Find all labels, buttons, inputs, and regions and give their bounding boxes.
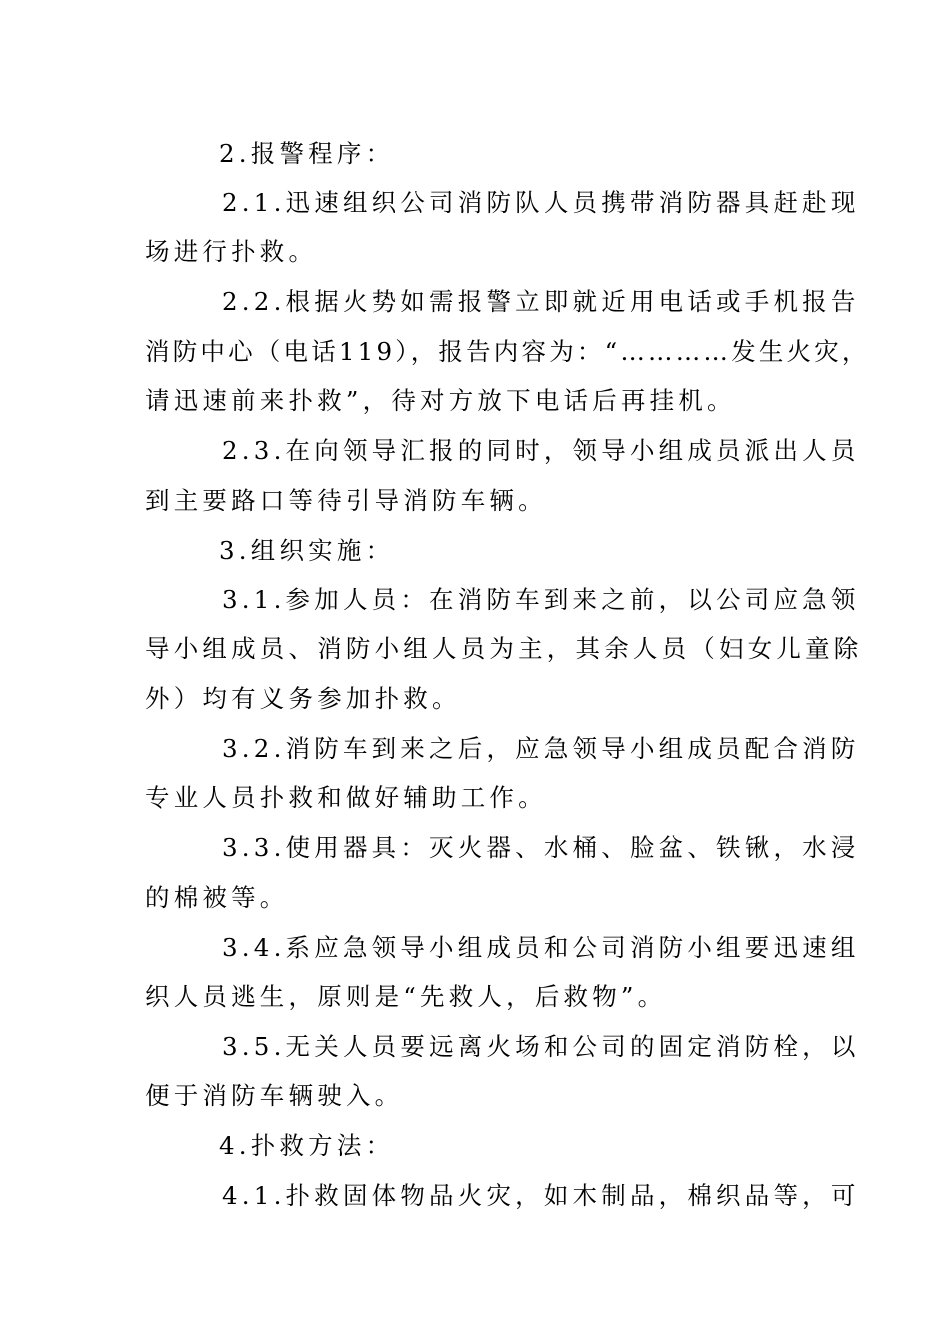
paragraph-line: 专业人员扑救和做好辅助工作。 [145,783,547,812]
section-heading: 3.组织实施： [219,536,395,565]
paragraph-line: 2.1.迅速组织公司消防队人员携带消防器具赶赴现 [222,188,860,217]
paragraph-line: 3.5.无关人员要远离火场和公司的固定消防栓，以 [222,1032,860,1061]
paragraph-line: 请迅速前来扑救”，待对方放下电话后再挂机。 [145,386,736,415]
paragraph-line: 外）均有义务参加扑救。 [145,684,461,713]
paragraph-line: 导小组成员、消防小组人员为主，其余人员（妇女儿童除 [145,634,863,663]
paragraph-line: 2.3.在向领导汇报的同时，领导小组成员派出人员 [222,436,860,465]
section-heading: 2.报警程序： [219,139,395,168]
paragraph-line: 4.1.扑救固体物品火灾，如木制品，棉织品等，可 [222,1181,860,1210]
paragraph-line: 3.3.使用器具：灭火器、水桶、脸盆、铁锹，水浸 [222,833,860,862]
paragraph-line: 3.4.系应急领导小组成员和公司消防小组要迅速组 [222,933,860,962]
paragraph-line: 织人员逃生，原则是“先救人，后救物”。 [145,982,667,1011]
paragraph-line: 到主要路口等待引导消防车辆。 [145,486,547,515]
paragraph-line: 3.2.消防车到来之后，应急领导小组成员配合消防 [222,734,860,763]
paragraph-line: 便于消防车辆驶入。 [145,1081,404,1110]
section-heading: 4.扑救方法： [219,1131,395,1160]
paragraph-line: 3.1.参加人员：在消防车到来之前，以公司应急领 [222,585,860,614]
paragraph-line: 消防中心（电话119），报告内容为：“…………发生火灾， [145,337,870,366]
paragraph-line: 场进行扑救。 [145,237,318,266]
paragraph-line: 2.2.根据火势如需报警立即就近用电话或手机报告 [222,287,860,316]
paragraph-line: 的棉被等。 [145,883,289,912]
